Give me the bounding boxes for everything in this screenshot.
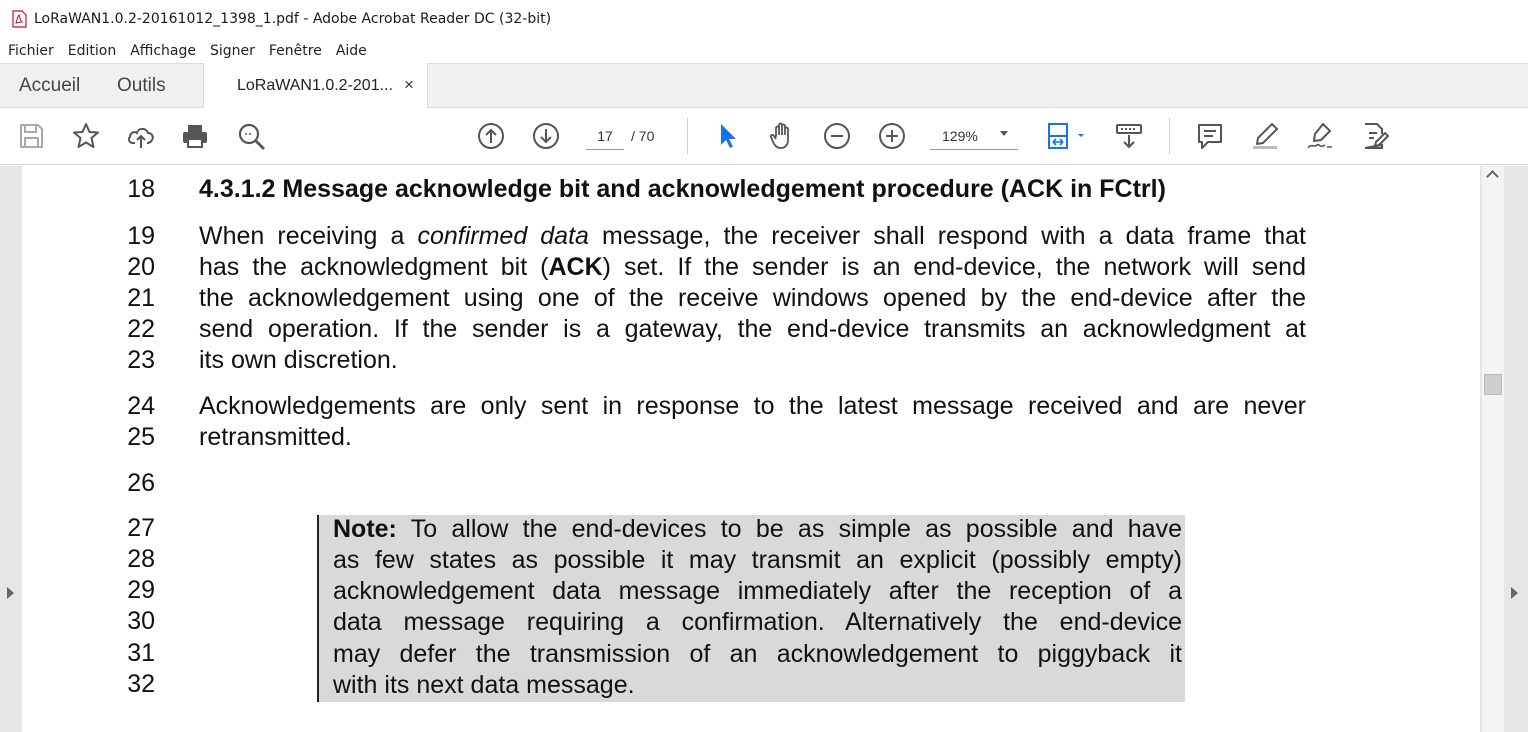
- window-title: LoRaWAN1.0.2-20161012_1398_1.pdf - Adobe Acrobat Reader DC (32-bit): [34, 11, 552, 27]
- tab-document-label: LoRaWAN1.0.2-201...: [237, 77, 393, 94]
- line-number: 30: [127, 607, 155, 635]
- section-heading: 4.3.1.2 Message acknowledge bit and acknowledgement procedure (ACK in FCtrl): [199, 175, 1166, 203]
- chevron-down-icon: [1000, 131, 1008, 136]
- cloud-upload-icon[interactable]: [125, 120, 157, 152]
- select-arrow-icon[interactable]: [711, 120, 743, 152]
- bold-text: ACK: [548, 253, 603, 281]
- page-up-icon[interactable]: [475, 120, 507, 152]
- scroll-up-icon[interactable]: [1486, 170, 1499, 183]
- pdf-file-icon: [11, 10, 27, 28]
- paragraph-line: retransmitted.: [199, 423, 352, 451]
- left-panel-toggle-icon[interactable]: [7, 587, 14, 599]
- menu-bar: [0, 38, 1528, 63]
- menu-signer[interactable]: Signer: [209, 42, 255, 59]
- vertical-scrollbar[interactable]: [1482, 166, 1504, 732]
- text-run: To allow the end-devices to be as simple as possible and have: [396, 515, 1182, 543]
- line-number: 25: [127, 423, 155, 451]
- paragraph-line: Acknowledgements are only sent in response to the latest message received and are never: [199, 392, 1306, 420]
- paragraph-line: its own discretion.: [199, 346, 398, 374]
- note-box: [317, 515, 1185, 702]
- menu-affichage[interactable]: Affichage: [130, 42, 196, 59]
- tab-bar: [0, 63, 1528, 108]
- note-line: as few states as possible it may transmit an explicit (possibly empty): [333, 546, 1182, 574]
- toolbar-divider: [687, 118, 688, 154]
- paragraph-line: [199, 222, 1306, 251]
- tab-tools[interactable]: Outils: [117, 75, 166, 96]
- line-number: 22: [127, 315, 155, 343]
- menu-fichier[interactable]: Fichier: [8, 42, 54, 59]
- text-run: has the acknowledgment bit (: [199, 253, 549, 281]
- title-bar: [0, 0, 1528, 38]
- line-number: 19: [127, 222, 155, 250]
- zoom-level-select[interactable]: [930, 122, 1018, 150]
- scroll-mode-icon[interactable]: [1113, 120, 1145, 152]
- line-number: 26: [127, 469, 155, 497]
- paragraph-line: [199, 253, 1306, 282]
- page-number-input[interactable]: [586, 122, 624, 150]
- menu-aide[interactable]: Aide: [335, 42, 367, 59]
- note-label: Note:: [333, 515, 397, 543]
- print-icon[interactable]: [179, 120, 211, 152]
- line-number: 28: [127, 545, 155, 573]
- note-line: [333, 515, 1182, 544]
- line-number: 24: [127, 392, 155, 420]
- paragraph-line: the acknowledgement using one of the receive windows opened by the end-device after the: [199, 284, 1306, 312]
- zoom-search-icon[interactable]: [235, 120, 267, 152]
- line-number: 32: [127, 670, 155, 698]
- page-total: / 70: [631, 128, 655, 144]
- note-line: may defer the transmission of an acknowledgement to piggyback it: [333, 640, 1182, 668]
- line-number: 21: [127, 284, 155, 312]
- edit-pdf-icon[interactable]: [1359, 120, 1391, 152]
- paragraph-line: send operation. If the sender is a gateway, the end-device transmits an acknowledgment at: [199, 315, 1306, 343]
- save-icon[interactable]: [15, 120, 47, 152]
- line-number: 20: [127, 253, 155, 281]
- close-tab-icon[interactable]: ×: [404, 75, 414, 94]
- highlight-icon[interactable]: [1249, 120, 1281, 152]
- text-run: message, the receiver shall respond with a data frame that: [588, 222, 1306, 250]
- toolbar: [0, 108, 1528, 165]
- note-line: acknowledgement data message immediately after the reception of a: [333, 577, 1182, 605]
- zoom-level-value: 129%: [942, 128, 978, 144]
- hand-icon[interactable]: [766, 120, 798, 152]
- fit-page-icon[interactable]: [1042, 120, 1092, 152]
- line-number: 18: [127, 175, 155, 203]
- tab-document[interactable]: [203, 63, 428, 109]
- page-down-icon[interactable]: [530, 120, 562, 152]
- document-viewer[interactable]: [0, 166, 1528, 732]
- toolbar-divider: [1169, 118, 1170, 154]
- text-run: When receiving a: [199, 222, 418, 250]
- zoom-in-icon[interactable]: [876, 120, 908, 152]
- tab-home[interactable]: Accueil: [19, 75, 81, 96]
- emphasis-text: confirmed data: [417, 222, 589, 250]
- line-number: 23: [127, 346, 155, 374]
- line-number: 31: [127, 639, 155, 667]
- menu-edition[interactable]: Edition: [67, 42, 117, 59]
- comment-icon[interactable]: [1194, 120, 1226, 152]
- right-panel-toggle-icon[interactable]: [1511, 587, 1518, 599]
- zoom-out-icon[interactable]: [821, 120, 853, 152]
- note-line: data message requiring a confirmation. Alternatively the end-device: [333, 608, 1182, 636]
- note-line: with its next data message.: [333, 671, 635, 699]
- line-number: 27: [127, 514, 155, 542]
- line-number: 29: [127, 576, 155, 604]
- menu-fenetre[interactable]: Fenêtre: [268, 42, 322, 59]
- scroll-thumb[interactable]: [1484, 374, 1502, 395]
- bookmark-star-icon[interactable]: [70, 120, 102, 152]
- text-run: ) set. If the sender is an end-device, the network will send: [602, 253, 1306, 281]
- sign-icon[interactable]: [1304, 120, 1336, 152]
- pdf-page: [22, 166, 1480, 732]
